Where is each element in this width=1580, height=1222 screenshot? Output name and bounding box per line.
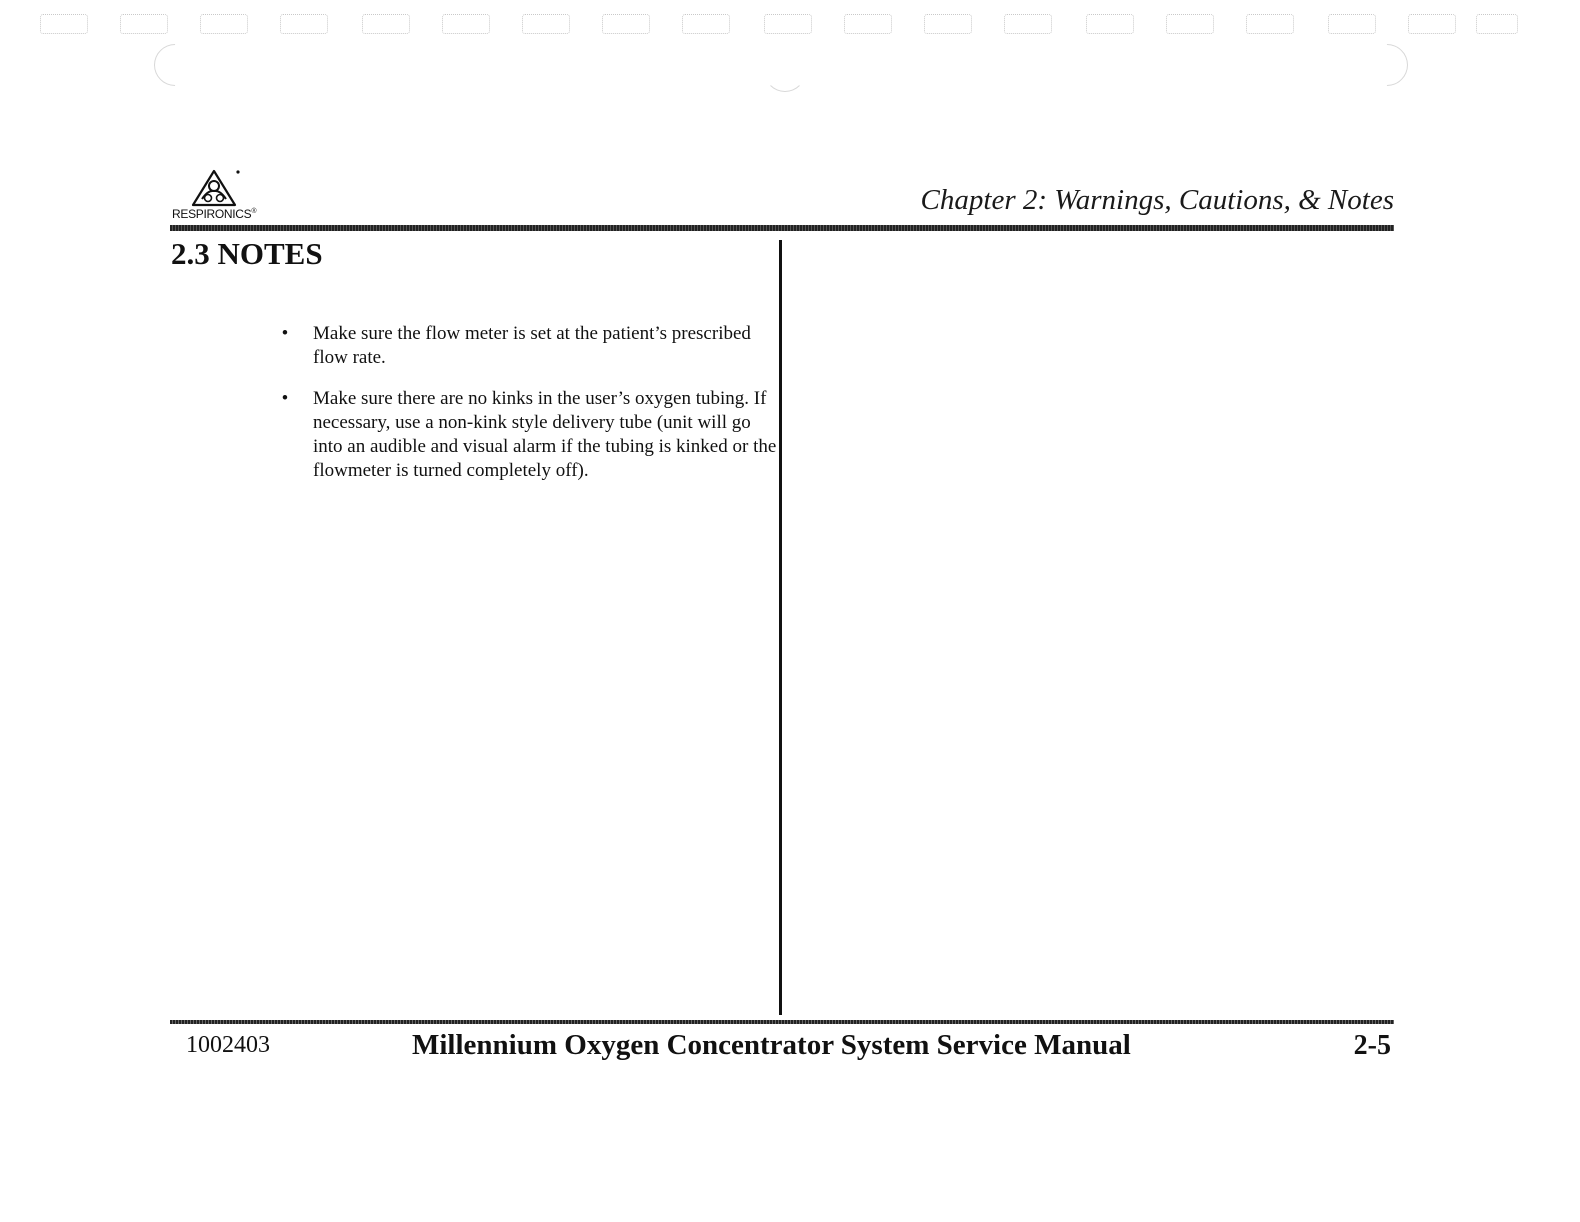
binder-hole-mark [145, 35, 204, 94]
scan-mark [1476, 14, 1518, 34]
scan-mark [1004, 14, 1052, 34]
column-divider [779, 240, 782, 1015]
bullet-icon: • [281, 388, 289, 409]
chapter-title: Chapter 2: Warnings, Cautions, & Notes [920, 184, 1394, 216]
list-item [278, 387, 778, 483]
scan-mark [1328, 14, 1376, 34]
note-text: Make sure the flow meter is set at the patient’s prescribed flow rate. [313, 323, 751, 368]
scan-mark [1246, 14, 1294, 34]
scan-mark [1166, 14, 1214, 34]
scan-mark [1408, 14, 1456, 34]
scan-mark [40, 14, 88, 34]
note-text: Make sure there are no kinks in the user’s oxygen tubing. If necessary, use a non-kink style delivery tube (unit will go into an audible and visual alarm if the tubing is kinked or the flowmeter is turned completely off). [313, 388, 777, 481]
scan-mark [682, 14, 730, 34]
scan-mark [200, 14, 248, 34]
scan-mark [924, 14, 972, 34]
scan-artifact-strip [40, 14, 1520, 36]
bullet-icon: • [281, 323, 289, 344]
scan-mark [844, 14, 892, 34]
respironics-logo [170, 168, 270, 224]
logo-wordmark: RESPIRONICS® [172, 207, 257, 221]
respironics-logo-icon [186, 168, 242, 208]
scan-mark [602, 14, 650, 34]
scan-mark [362, 14, 410, 34]
notes-list [278, 322, 778, 500]
manual-title: Millennium Oxygen Concentrator System Service Manual [412, 1029, 1131, 1061]
scan-mark [522, 14, 570, 34]
scan-mark [280, 14, 328, 34]
section-heading: 2.3 NOTES [171, 236, 323, 271]
page-number: 2-5 [1353, 1030, 1391, 1061]
scan-mark [442, 14, 490, 34]
footer-rule [170, 1020, 1394, 1024]
binder-hole-mark [764, 50, 806, 92]
header-rule [170, 225, 1394, 231]
scan-mark [120, 14, 168, 34]
document-number: 1002403 [186, 1032, 270, 1058]
binder-hole-mark [1357, 35, 1416, 94]
list-item [278, 322, 778, 370]
scan-mark [764, 14, 812, 34]
scan-mark [1086, 14, 1134, 34]
